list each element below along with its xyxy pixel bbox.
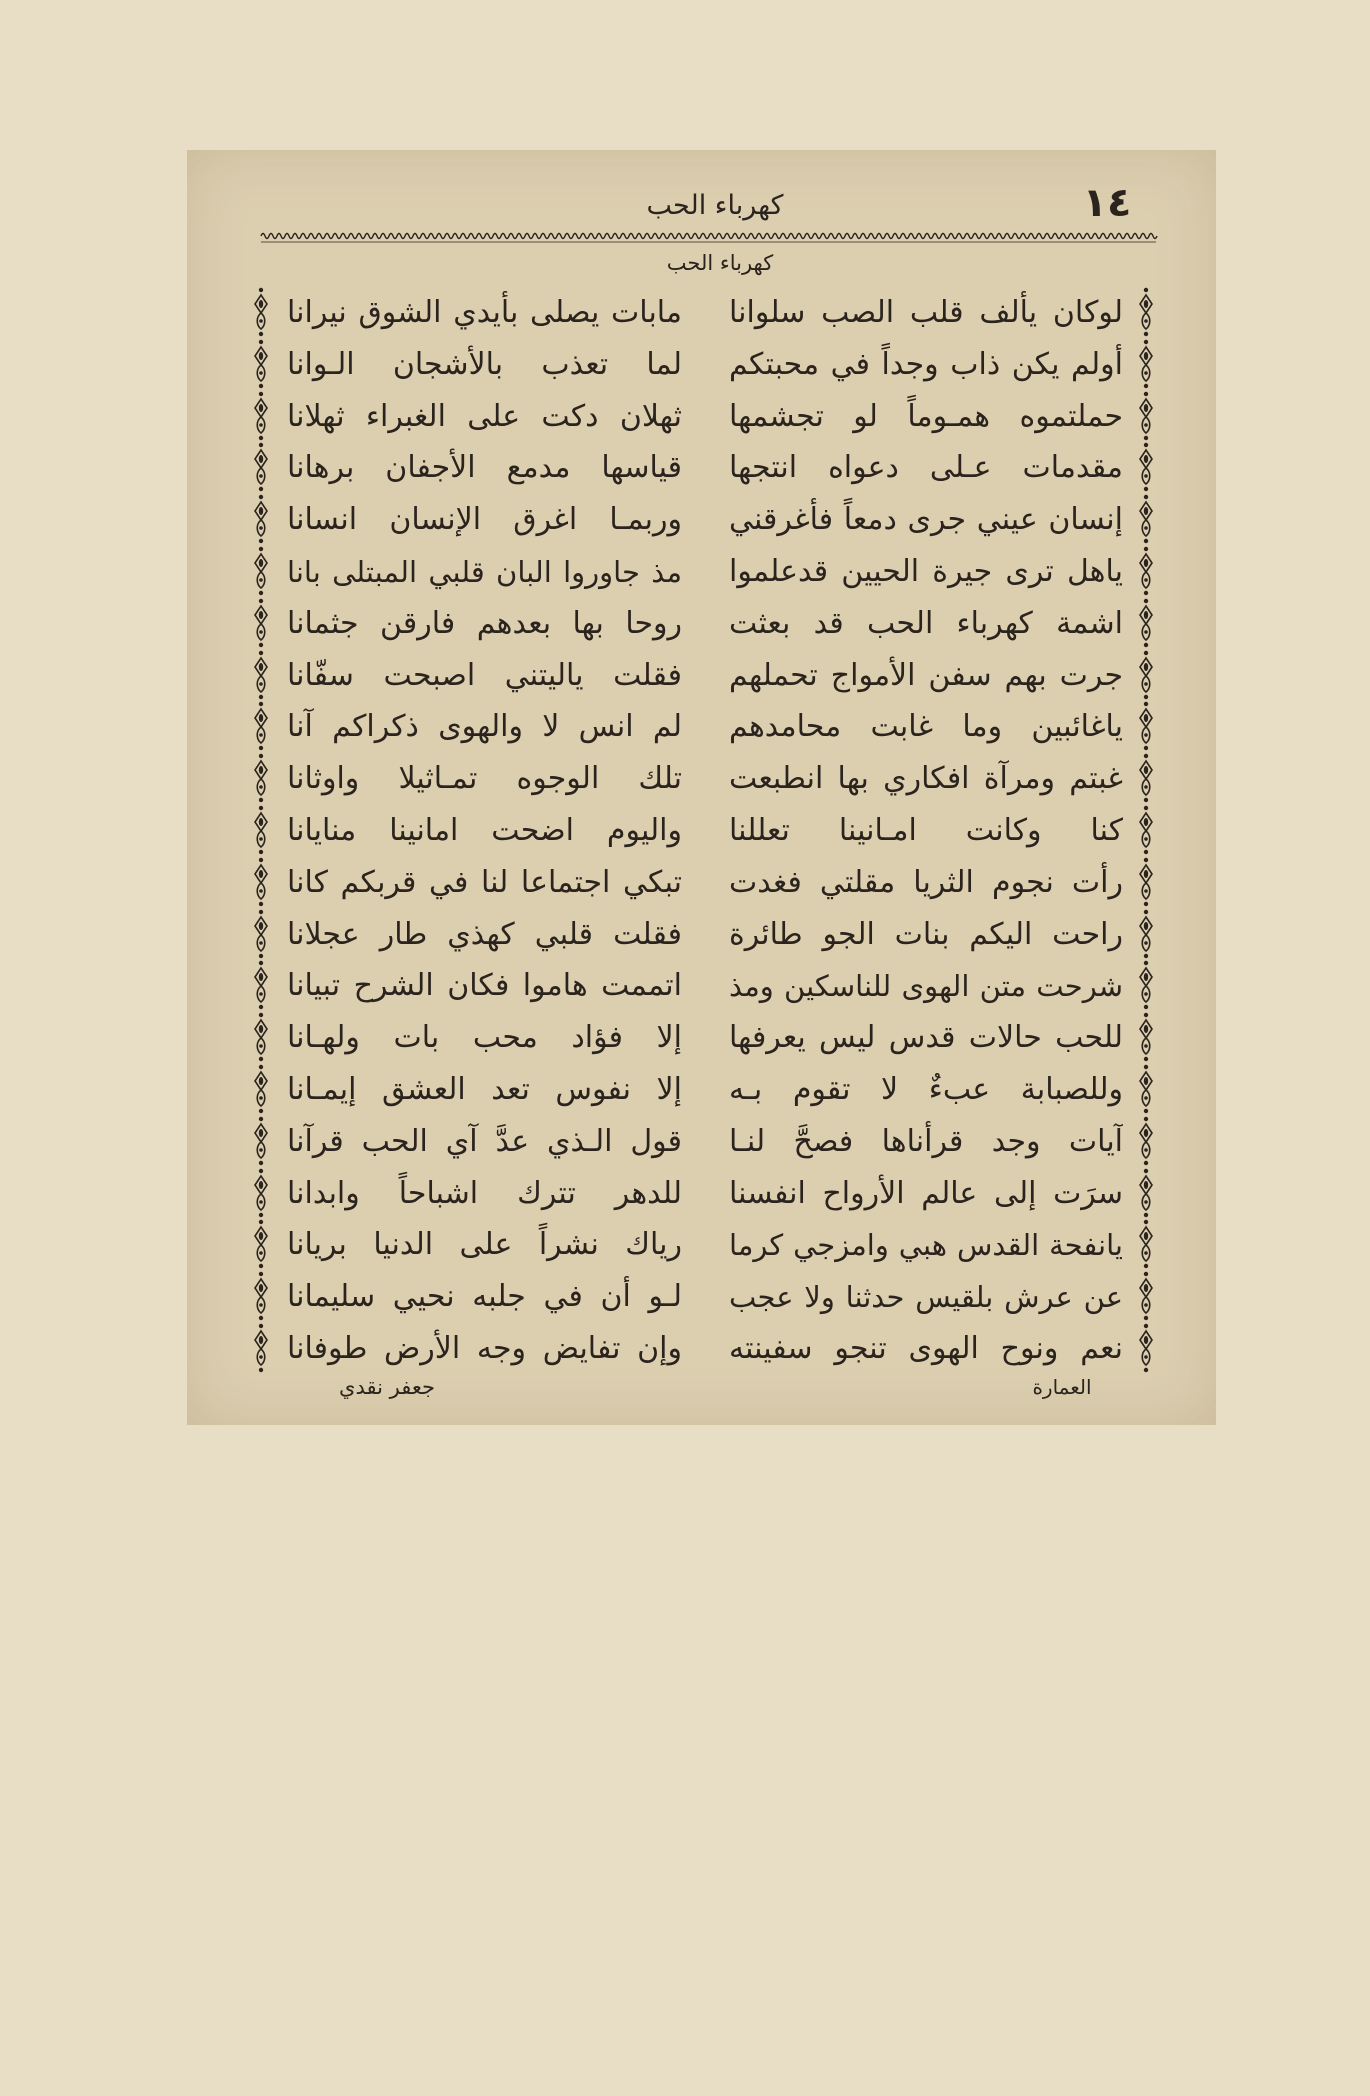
- page-number: ١٤: [1082, 180, 1132, 226]
- wavy-rule-icon: [261, 230, 1156, 244]
- verse-second-hemistich: مابات يصلى بأيدي الشوق نيرانا: [287, 295, 682, 330]
- verse-row: [187, 908, 1216, 960]
- verse-second-hemistich: فقلت قلبي كهذي طار عجلانا: [287, 916, 682, 952]
- verse-second-hemistich: وربمـا اغرق الإنسان انسانا: [287, 502, 682, 538]
- verse-second-hemistich: إلا فؤاد محب بات ولهـانا: [287, 1020, 682, 1056]
- verse-first-hemistich: شرحت متن الهوى للناسكين ومذ: [729, 969, 1123, 1004]
- verse-first-hemistich: غبتم ومرآة افكاري بها انطبعت: [729, 761, 1123, 797]
- verse-second-hemistich: واليوم اضحت امانينا منايانا: [287, 813, 682, 848]
- ornament-icon: [1135, 752, 1157, 804]
- verse-second-hemistich: لما تعذب بالأشجان الـوانا: [287, 346, 682, 382]
- ornament-icon: [1135, 1218, 1157, 1270]
- ornament-icon: [250, 286, 272, 338]
- verse-first-hemistich: اشمة كهرباء الحب قد بعثت: [729, 605, 1123, 641]
- ornament-icon: [250, 908, 272, 960]
- ornament-icon: [1135, 597, 1157, 649]
- verse-row: [187, 597, 1216, 649]
- verse-second-hemistich: تبكي اجتماعا لنا في قربكم كانا: [287, 864, 682, 900]
- ornament-icon: [1135, 1322, 1157, 1374]
- ornament-icon: [250, 1270, 272, 1322]
- verse-first-hemistich: جرت بهم سفن الأمواج تحملهم: [729, 657, 1123, 693]
- running-title: كهرباء الحب: [646, 190, 784, 221]
- verse-first-hemistich: حملتموه همـوماً لو تجشمها: [729, 398, 1123, 434]
- ornament-icon: [1135, 338, 1157, 390]
- verse-first-hemistich: راحت اليكم بنات الجو طائرة: [729, 916, 1123, 952]
- verse-row: [187, 390, 1216, 442]
- ornament-icon: [250, 493, 272, 545]
- ornament-icon: [1135, 700, 1157, 752]
- ornament-icon: [1135, 390, 1157, 442]
- verse-second-hemistich: قول الـذي عدَّ آي الحب قرآنا: [287, 1123, 682, 1159]
- ornament-icon: [250, 1218, 272, 1270]
- verse-second-hemistich: قياسها مدمع الأجفان برهانا: [287, 450, 682, 486]
- ornament-icon: [250, 390, 272, 442]
- verse-row: [187, 649, 1216, 701]
- place-name: العمارة: [1032, 1375, 1092, 1399]
- verse-second-hemistich: تلك الوجوه تمـاثيلا واوثانا: [287, 761, 682, 797]
- verse-second-hemistich: فقلت ياليتني اصبحت سفّانا: [287, 657, 682, 693]
- poet-name: جعفر نقدي: [339, 1375, 435, 1399]
- ornament-icon: [1135, 1270, 1157, 1322]
- verse-second-hemistich: روحا بها بعدهم فارقن جثمانا: [287, 605, 682, 641]
- verse-first-hemistich: لوكان يألف قلب الصب سلوانا: [729, 295, 1123, 330]
- verse-row: [187, 752, 1216, 804]
- verse-second-hemistich: رياك نشراً على الدنيا بريانا: [287, 1227, 682, 1263]
- verse-second-hemistich: لم انس لا والهوى ذكراكم آنا: [287, 709, 682, 745]
- verse-row: [187, 959, 1216, 1011]
- ornament-icon: [1135, 493, 1157, 545]
- verse-second-hemistich: للدهر تترك اشباحاً وابدانا: [287, 1175, 682, 1211]
- verse-first-hemistich: آيات وجد قرأناها فصحَّ لنـا: [729, 1123, 1123, 1159]
- verse-first-hemistich: رأت نجوم الثريا مقلتي فغدت: [729, 864, 1123, 900]
- verse-row: [187, 1063, 1216, 1115]
- verse-row: [187, 856, 1216, 908]
- verse-row: [187, 1218, 1216, 1270]
- ornament-icon: [1135, 1167, 1157, 1219]
- verse-second-hemistich: وإن تفايض وجه الأرض طوفانا: [287, 1331, 682, 1366]
- ornament-icon: [1135, 908, 1157, 960]
- ornament-icon: [1135, 856, 1157, 908]
- ornament-icon: [1135, 286, 1157, 338]
- verse-row: [187, 1270, 1216, 1322]
- ornament-icon: [250, 1322, 272, 1374]
- ornament-icon: [250, 597, 272, 649]
- ornament-icon: [250, 804, 272, 856]
- verse-first-hemistich: كنا وكانت امـانينا تعللنا: [729, 813, 1123, 848]
- poem-title: كهرباء الحب: [666, 251, 774, 275]
- ornament-icon: [250, 1167, 272, 1219]
- ornament-icon: [1135, 441, 1157, 493]
- verse-row: [187, 1011, 1216, 1063]
- ornament-icon: [1135, 545, 1157, 597]
- ornament-icon: [250, 959, 272, 1011]
- ornament-icon: [1135, 1115, 1157, 1167]
- ornament-icon: [250, 649, 272, 701]
- ornament-icon: [250, 856, 272, 908]
- verse-row: [187, 1167, 1216, 1219]
- verse-first-hemistich: ياهل ترى جيرة الحيين قدعلموا: [729, 554, 1123, 589]
- verse-first-hemistich: يانفحة القدس هبي وامزجي كرما: [729, 1228, 1123, 1263]
- verse-second-hemistich: لـو أن في جلبه نحيي سليمانا: [287, 1279, 682, 1315]
- book-page: [187, 150, 1216, 1425]
- ornament-icon: [250, 545, 272, 597]
- verse-row: [187, 338, 1216, 390]
- verse-first-hemistich: عن عرش بلقيس حدثنا ولا عجب: [729, 1280, 1123, 1315]
- verse-first-hemistich: إنسان عيني جرى دمعاً فأغرقني: [729, 502, 1123, 538]
- ornament-icon: [1135, 959, 1157, 1011]
- ornament-icon: [250, 1115, 272, 1167]
- verse-first-hemistich: مقدمات عـلى دعواه انتجها: [729, 450, 1123, 486]
- ornament-icon: [1135, 1011, 1157, 1063]
- verse-second-hemistich: اتممت هاموا فكان الشرح تبيانا: [287, 968, 682, 1004]
- verse-row: [187, 700, 1216, 752]
- ornament-icon: [250, 700, 272, 752]
- ornament-icon: [250, 752, 272, 804]
- verse-first-hemistich: وللصبابة عبءٌ لا تقوم بـه: [729, 1072, 1123, 1107]
- ornament-icon: [1135, 804, 1157, 856]
- verse-first-hemistich: ياغائبين وما غابت محامدهم: [729, 709, 1123, 745]
- verse-row: [187, 1115, 1216, 1167]
- verse-row: [187, 286, 1216, 338]
- verse-first-hemistich: نعم ونوح الهوى تنجو سفينته: [729, 1331, 1123, 1366]
- ornament-icon: [250, 1011, 272, 1063]
- verse-first-hemistich: سرَت إلى عالم الأرواح انفسنا: [729, 1175, 1123, 1211]
- verse-second-hemistich: إلا نفوس تعد العشق إيمـانا: [287, 1072, 682, 1107]
- verse-row: [187, 804, 1216, 856]
- verse-row: [187, 1322, 1216, 1374]
- verse-second-hemistich: مذ جاوروا البان قلبي المبتلى بانا: [287, 555, 682, 589]
- verse-row: [187, 545, 1216, 597]
- verse-first-hemistich: للحب حالات قدس ليس يعرفها: [729, 1020, 1123, 1056]
- verse-row: [187, 493, 1216, 545]
- verse-second-hemistich: ثهلان دكت على الغبراء ثهلانا: [287, 398, 682, 434]
- ornament-icon: [250, 1063, 272, 1115]
- ornament-icon: [250, 441, 272, 493]
- ornament-icon: [1135, 1063, 1157, 1115]
- ornament-icon: [1135, 649, 1157, 701]
- verse-first-hemistich: أولم يكن ذاب وجداً في محبتكم: [729, 346, 1123, 382]
- verse-row: [187, 441, 1216, 493]
- ornament-icon: [250, 338, 272, 390]
